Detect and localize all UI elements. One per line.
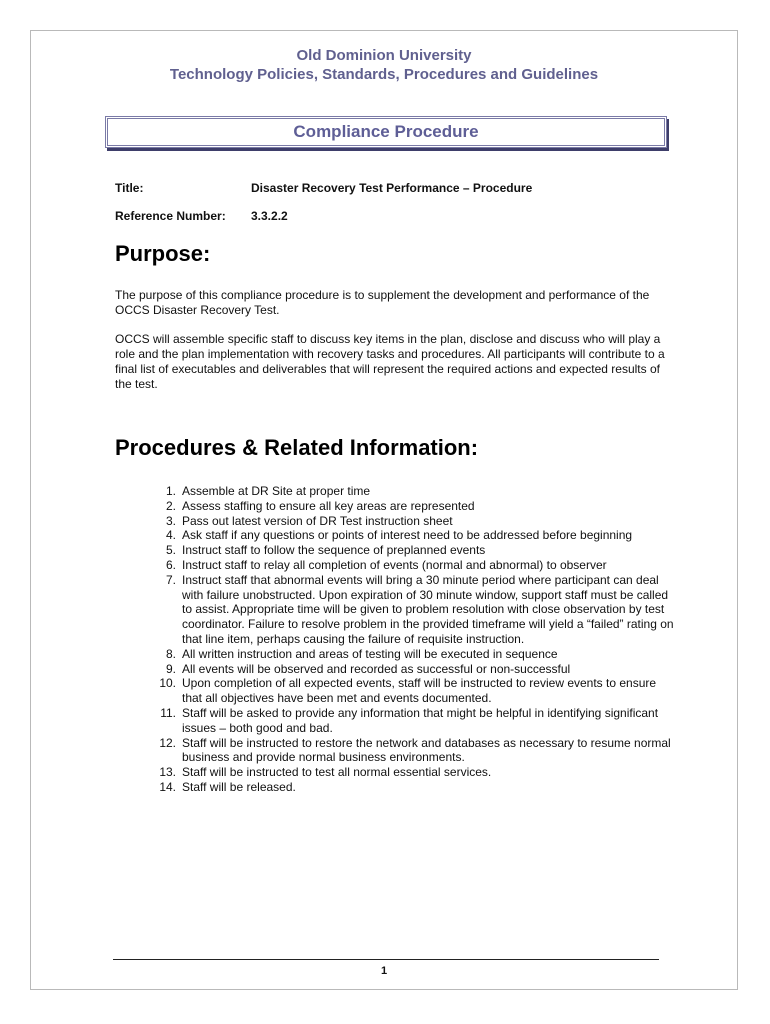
- list-item-number: 6.: [165, 557, 176, 572]
- list-item-text: Instruct staff that abnormal events will bring a 30 minute period where participant can deal with failure unobstructed. Upon expiration of 30 minute window, support staff must be called to assist. Appropriate time will be given to problem resolution with close observation by test coordinator. Failure to resolve problem in the provided timeframe will yield a “failed” rating on that line item, perhaps causing the failure of requisite instruction.: [182, 572, 674, 646]
- list-item: [115, 499, 675, 514]
- list-item-text: Staff will be asked to provide any information that might be helpful in identifying significant issues – both good and bad.: [182, 705, 659, 735]
- list-item: [115, 514, 675, 529]
- university-name: Old Dominion University: [296, 47, 472, 64]
- list-item-text: Upon completion of all expected events, staff will be instructed to review events to ensure that all objectives have been met and events documented.: [182, 676, 657, 706]
- reference-value: 3.3.2.2: [251, 209, 288, 223]
- list-item-text: Ask staff if any questions or points of interest need to be addressed before beginning: [182, 528, 633, 543]
- list-item: [115, 736, 675, 766]
- list-item-text: All written instruction and areas of testing will be executed in sequence: [182, 646, 558, 661]
- list-item-number: 7.: [165, 572, 176, 587]
- list-item-number: 8.: [165, 646, 176, 661]
- list-item: [115, 543, 675, 558]
- list-item: [115, 706, 675, 736]
- list-item-text: Instruct staff to relay all completion of events (normal and abnormal) to observer: [182, 557, 607, 572]
- list-item-number: 10.: [159, 676, 176, 691]
- list-item-text: Staff will be instructed to restore the network and databases as necessary to resume normal business and provide normal business environments.: [182, 735, 671, 765]
- list-item-text: Pass out latest version of DR Test instruction sheet: [182, 513, 453, 528]
- purpose-heading: Purpose:: [115, 241, 211, 266]
- procedure-list: [115, 484, 675, 795]
- list-item-number: 1.: [165, 484, 176, 498]
- page-number: 1: [380, 965, 388, 977]
- reference-label: Reference Number:: [115, 209, 226, 223]
- list-item-text: Assemble at DR Site at proper time: [182, 484, 371, 498]
- title-label: Title:: [115, 181, 144, 195]
- list-item-text: Assess staffing to ensure all key areas are represented: [182, 498, 475, 513]
- title-value: Disaster Recovery Test Performance – Procedure: [251, 181, 533, 195]
- procedures-heading: Procedures & Related Information:: [115, 435, 479, 460]
- list-item-number: 13.: [159, 765, 176, 780]
- list-item-number: 11.: [160, 705, 176, 720]
- list-item: [115, 573, 675, 647]
- list-item-text: Staff will be instructed to test all normal essential services.: [182, 765, 492, 780]
- list-item-number: 9.: [165, 661, 176, 676]
- list-item-number: 14.: [159, 779, 176, 794]
- list-item-text: Instruct staff to follow the sequence of preplanned events: [182, 543, 486, 558]
- list-item: [115, 676, 675, 706]
- document-header: [31, 47, 737, 85]
- list-item: [115, 765, 675, 780]
- compliance-banner: [105, 116, 667, 148]
- document-page: [30, 30, 738, 990]
- list-item-number: 5.: [165, 543, 176, 558]
- list-item: [115, 780, 675, 795]
- list-item-number: 12.: [159, 735, 176, 750]
- list-item: [115, 558, 675, 573]
- list-item-text: Staff will be released.: [182, 779, 296, 794]
- header-subtitle: Technology Policies, Standards, Procedures and Guidelines: [169, 66, 599, 83]
- list-item: [115, 647, 675, 662]
- list-item: [115, 484, 675, 499]
- list-item: [115, 662, 675, 677]
- list-item: [115, 528, 675, 543]
- purpose-paragraph-1: The purpose of this compliance procedure is to supplement the development and performance of the OCCS Disaster Recovery Test.: [115, 288, 650, 317]
- footer-rule: [113, 959, 659, 960]
- list-item-number: 2.: [165, 498, 176, 513]
- purpose-paragraph-2: OCCS will assemble specific staff to discuss key items in the plan, disclose and discuss who will play a role and the plan implementation with recovery tasks and procedures. All participants will contribute to a final list of executables and deliverables that will represent the required actions and expected results of the test.: [115, 332, 665, 391]
- list-item-number: 4.: [165, 528, 176, 543]
- list-item-number: 3.: [165, 513, 176, 528]
- banner-title: Compliance Procedure: [293, 122, 479, 141]
- list-item-text: All events will be observed and recorded as successful or non-successful: [182, 661, 571, 676]
